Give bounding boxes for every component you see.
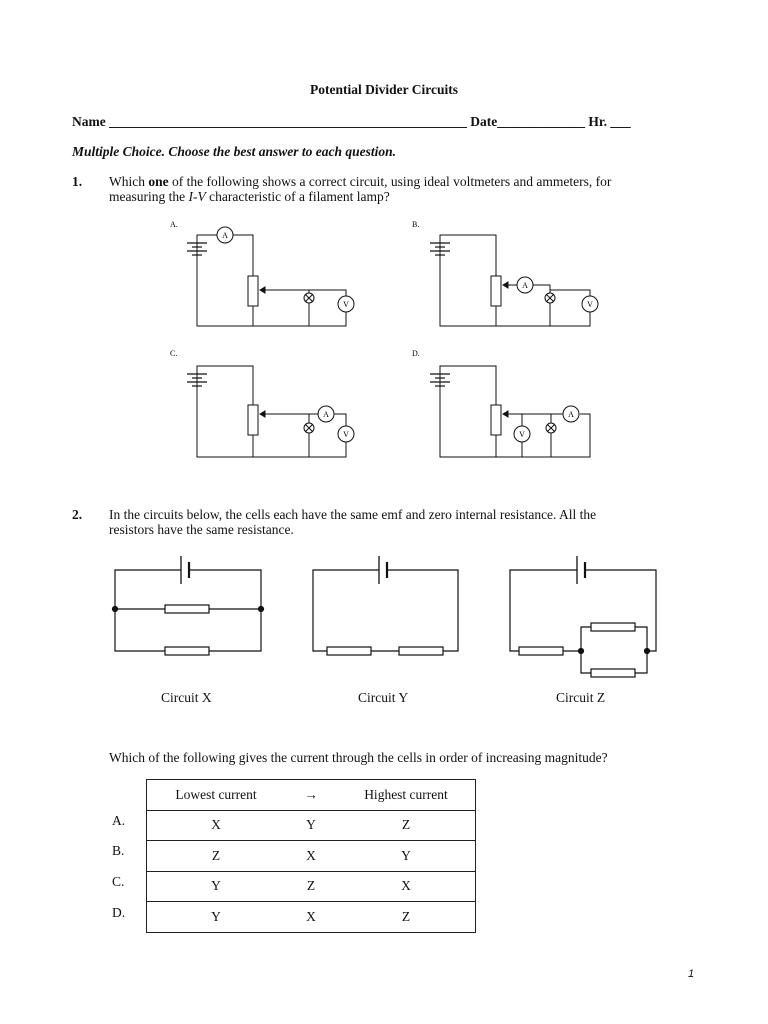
table-cell: X: [285, 841, 337, 872]
table-cell: Z: [147, 841, 286, 872]
q1-text-part: Which: [109, 174, 149, 189]
q1-text-part: of the following shows a correct circuit, using ideal voltmeters and ammeters, for: [168, 174, 612, 189]
q1-text-italic: I-V: [188, 189, 206, 204]
row-label-b: B.: [112, 843, 125, 858]
table-cell: X: [285, 902, 337, 933]
row-label-a: A.: [112, 813, 126, 828]
q1-option-label-d: D.: [412, 349, 420, 358]
ammeter-label: A: [568, 410, 574, 419]
name-date-line: Name _____________________________________________________ Date_____________ Hr. ___: [72, 114, 631, 129]
q1-option-label-a: A.: [170, 220, 178, 229]
page-title: Potential Divider Circuits: [310, 82, 458, 97]
header-lowest: Lowest current: [147, 780, 286, 811]
table-cell: Y: [285, 810, 337, 841]
q1-text-part: characteristic of a filament lamp?: [205, 189, 390, 204]
q2-question: Which of the following gives the current through the cells in order of increasing magnitude?: [109, 750, 608, 765]
table-cell: Y: [337, 841, 476, 872]
row-label-d: D.: [112, 905, 126, 920]
q2-text: In the circuits below, the cells each have the same emf and zero internal resistance. All the resistors have the same resistance.: [109, 507, 597, 537]
circuit-x-caption: Circuit X: [161, 690, 212, 705]
table-row: [147, 902, 476, 933]
q2-circuit-y: [313, 556, 458, 655]
ammeter-label: A: [222, 231, 228, 240]
q1-number: 1.: [72, 174, 83, 189]
table-cell: Y: [147, 871, 286, 902]
table-row: [147, 810, 476, 841]
q2-number: 2.: [72, 507, 83, 522]
table-row: [147, 871, 476, 902]
row-label-c: C.: [112, 874, 125, 889]
ammeter-label: A: [522, 281, 528, 290]
page-number: 1: [688, 968, 695, 980]
voltmeter-label: V: [587, 300, 593, 309]
q1-text-part: measuring the: [109, 189, 189, 204]
q1-option-label-c: C.: [170, 349, 178, 358]
q1-circuit-b: [430, 235, 598, 326]
voltmeter-label: V: [343, 300, 349, 309]
q1-circuit-c: [187, 366, 354, 457]
table-cell: X: [337, 871, 476, 902]
circuit-y-caption: Circuit Y: [358, 690, 409, 705]
voltmeter-label: V: [343, 430, 349, 439]
header-arrow: →: [285, 780, 337, 811]
table-header-row: [147, 780, 476, 811]
q1-circuit-d: [430, 366, 590, 457]
q1-circuit-a: [187, 227, 354, 326]
q1-option-label-b: B.: [412, 220, 420, 229]
table-cell: Z: [285, 871, 337, 902]
header-highest: Highest current: [337, 780, 476, 811]
q2-circuit-x: [113, 556, 264, 655]
ammeter-label: A: [323, 410, 329, 419]
circuit-z-caption: Circuit Z: [556, 690, 606, 705]
table-row: [147, 841, 476, 872]
voltmeter-label: V: [519, 430, 525, 439]
table-cell: Z: [337, 810, 476, 841]
q2-circuit-z: [510, 556, 656, 677]
table-cell: Y: [147, 902, 286, 933]
instructions: Multiple Choice. Choose the best answer to each question.: [72, 144, 397, 159]
table-cell: Z: [337, 902, 476, 933]
q1-text-bold: one: [148, 174, 169, 189]
answer-table: [146, 779, 476, 933]
table-cell: X: [147, 810, 286, 841]
